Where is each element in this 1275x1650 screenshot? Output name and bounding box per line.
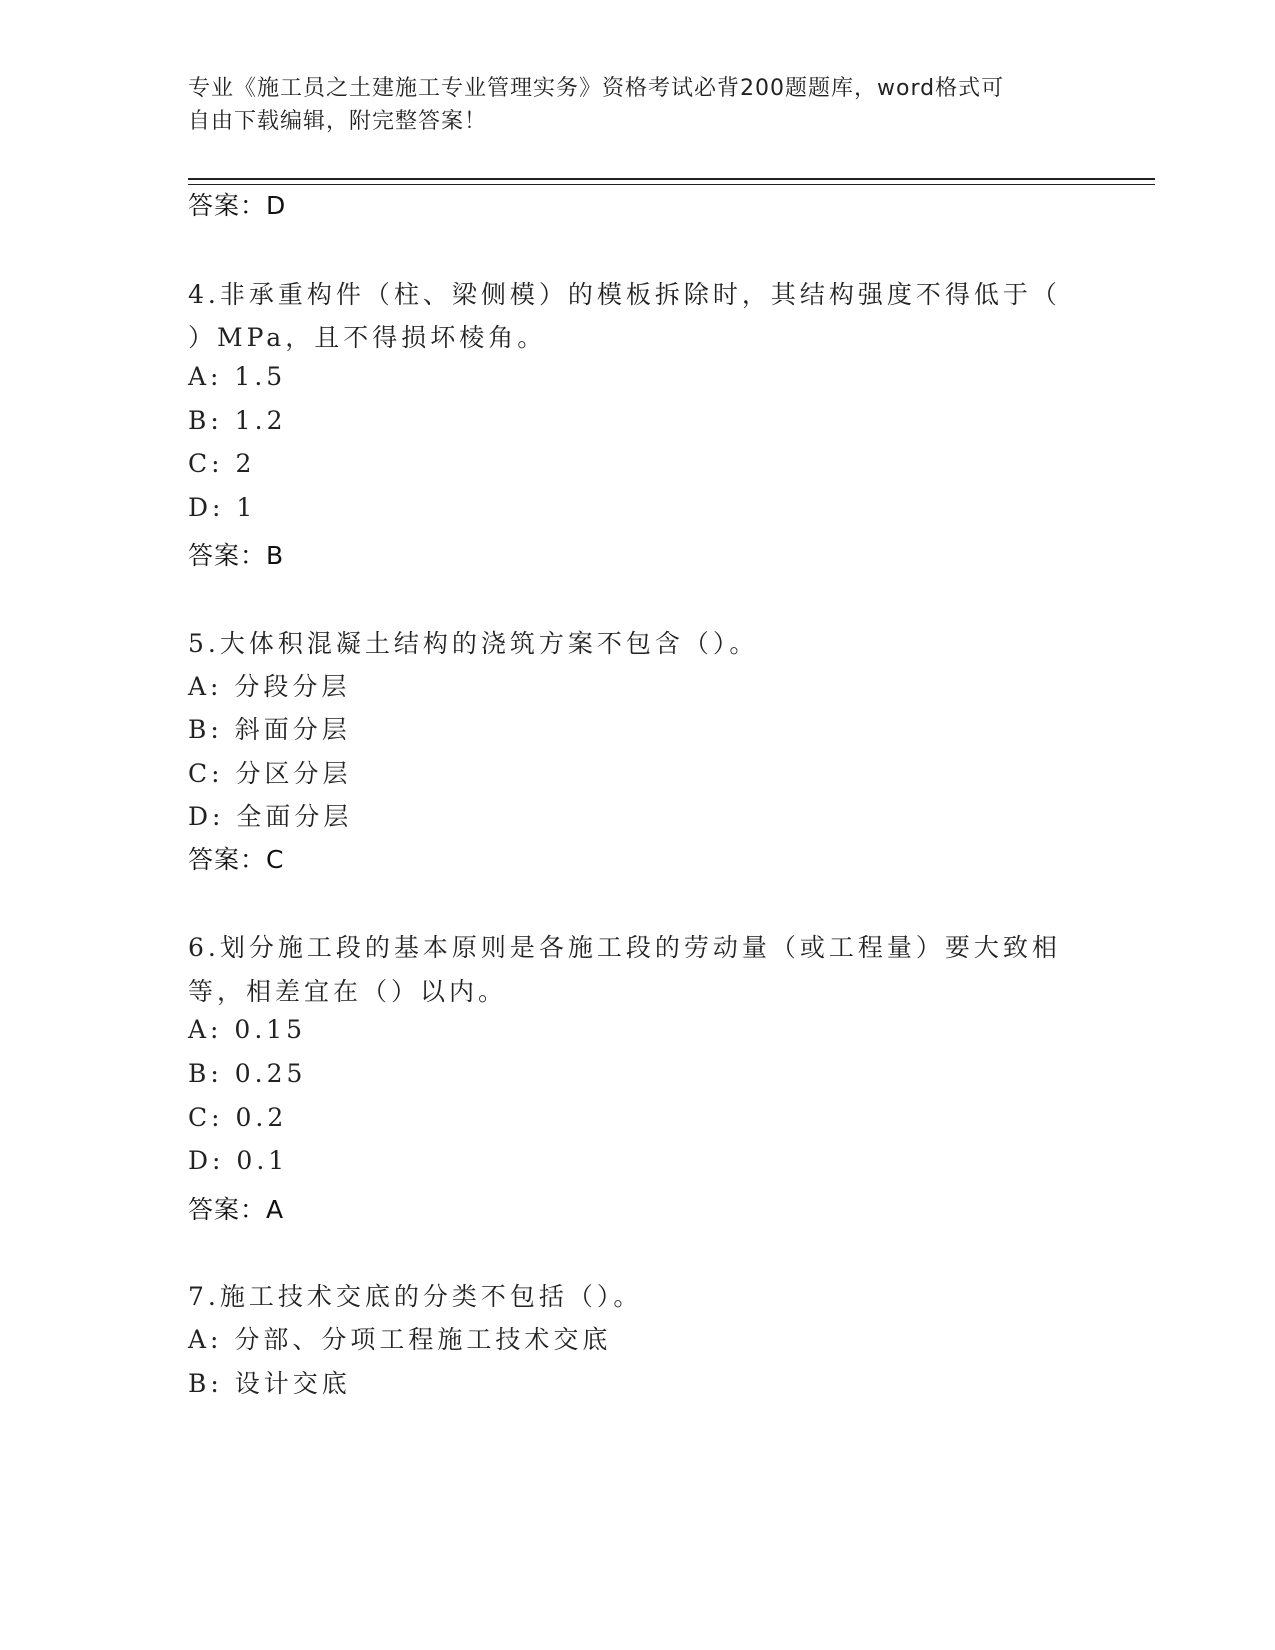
question-4-option-b: B: 1.2: [188, 406, 287, 435]
question-4-option-d: D: 1: [188, 493, 257, 522]
question-4-stem-line-1: 4.非承重构件（柱、梁侧模）的模板拆除时，其结构强度不得低于（: [188, 280, 1061, 309]
question-5-option-a: A: 分段分层: [188, 672, 351, 701]
question-4-option-c: C: 2: [188, 449, 256, 478]
header-line-1: 专业《施工员之土建施工专业管理实务》资格考试必背200题题库，word格式可: [188, 76, 1005, 101]
header-divider-thick: [188, 178, 1155, 180]
question-5-answer: 答案：C: [188, 845, 285, 874]
question-6-stem-line-2: 等，相差宜在（）以内。: [188, 977, 508, 1006]
question-7-option-a: A: 分部、分项工程施工技术交底: [188, 1325, 612, 1354]
question-6-option-c: C: 0.2: [188, 1103, 288, 1132]
question-6-option-a: A: 0.15: [188, 1015, 307, 1044]
header-divider-thin: [188, 184, 1155, 185]
question-6-stem-line-1: 6.划分施工段的基本原则是各施工段的劳动量（或工程量）要大致相: [188, 933, 1061, 962]
header-line-2: 自由下载编辑，附完整答案！: [188, 109, 488, 134]
question-4-stem-line-2: ）MPa，且不得损坏棱角。: [188, 323, 547, 352]
question-6-option-b: B: 0.25: [188, 1059, 307, 1088]
question-7-option-b: B: 设计交底: [188, 1369, 351, 1398]
document-header: [188, 72, 1068, 138]
question-5-option-b: B: 斜面分层: [188, 715, 351, 744]
question-4-answer: 答案：B: [188, 541, 285, 570]
question-5-option-d: D: 全面分层: [188, 802, 353, 831]
question-7-stem: 7.施工技术交底的分类不包括（）。: [188, 1282, 643, 1311]
question-6-option-d: D: 0.1: [188, 1146, 289, 1175]
answer-prev: 答案：D: [188, 191, 287, 220]
question-4-option-a: A: 1.5: [188, 362, 287, 391]
question-5-option-c: C: 分区分层: [188, 759, 352, 788]
question-5-stem: 5.大体积混凝土结构的浇筑方案不包含（）。: [188, 629, 759, 658]
question-6-answer: 答案：A: [188, 1195, 285, 1224]
